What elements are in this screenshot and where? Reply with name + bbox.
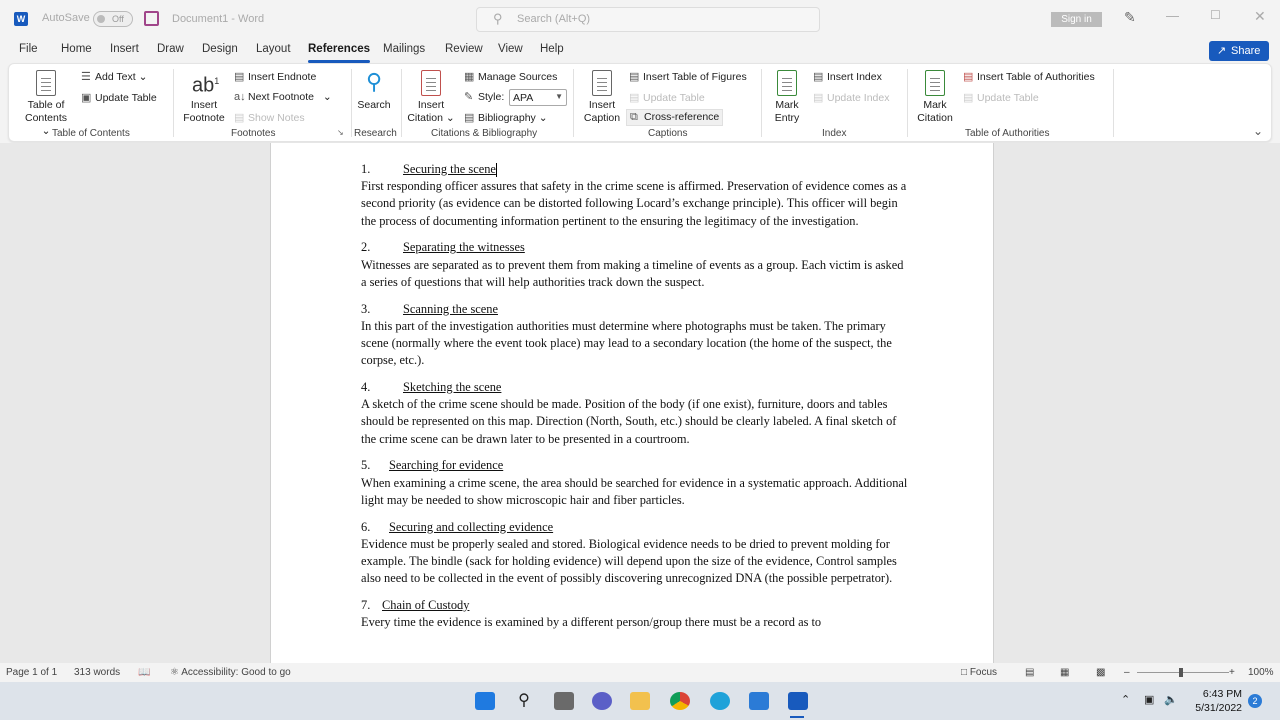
table-of-figures-icon: ▤ bbox=[629, 71, 640, 83]
group-label-toc: Table of Contents bbox=[52, 128, 130, 139]
mark-entry-label-2: Entry bbox=[774, 112, 800, 124]
update-figures-icon: ▤ bbox=[629, 92, 640, 104]
share-icon: ↗ bbox=[1217, 45, 1227, 57]
insert-toa-label: Insert Table of Authorities bbox=[977, 71, 1095, 83]
table-of-contents-button[interactable]: Table of Contents ⌄ bbox=[21, 70, 71, 138]
ribbon-tabs bbox=[0, 38, 1280, 62]
insert-index-icon: ▤ bbox=[813, 71, 824, 83]
add-text-label: Add Text bbox=[95, 71, 136, 83]
group-label-footnotes: Footnotes bbox=[231, 128, 276, 139]
item-number: 6. bbox=[361, 519, 371, 534]
insert-caption-button[interactable] bbox=[579, 70, 625, 125]
insert-caption-icon bbox=[592, 70, 612, 96]
tab-home[interactable]: Home bbox=[61, 43, 92, 55]
chevron-up-icon[interactable]: ⌃ bbox=[1121, 694, 1131, 706]
tab-review[interactable]: Review bbox=[445, 43, 483, 55]
caption-label-1: Insert bbox=[588, 99, 616, 111]
windows-taskbar bbox=[0, 682, 1280, 720]
tab-help[interactable]: Help bbox=[540, 43, 564, 55]
show-notes-button[interactable] bbox=[234, 111, 305, 124]
mark-citation-button[interactable] bbox=[913, 70, 957, 125]
insert-index-button[interactable] bbox=[813, 70, 882, 83]
toa-icon: ▤ bbox=[963, 71, 974, 83]
table-of-contents-icon bbox=[36, 70, 56, 96]
start-icon[interactable] bbox=[475, 692, 495, 710]
endnote-icon: ▤ bbox=[234, 71, 245, 83]
ribbon-references bbox=[8, 63, 1272, 142]
citation-style-value: APA bbox=[513, 92, 534, 104]
research-search-label: Search bbox=[357, 99, 391, 111]
next-footnote-label: Next Footnote bbox=[248, 91, 314, 103]
share-button[interactable] bbox=[1209, 41, 1269, 61]
item-number: 2. bbox=[361, 240, 371, 255]
focus-icon: □ bbox=[961, 667, 968, 678]
read-mode-icon[interactable]: ▤ bbox=[1025, 667, 1035, 678]
next-footnote-button[interactable]: a↓ Next Footnote ⌄ bbox=[234, 91, 332, 103]
update-table-label: Update Table bbox=[95, 92, 157, 104]
zoom-out-icon[interactable]: – bbox=[1124, 667, 1130, 678]
item-heading: Chain of Custody bbox=[382, 598, 470, 613]
item-body: A sketch of the crime scene should be made. Position of the body (if one exist), furniture, doors and tables should be represented on this map. Direction (North, South, etc.) should be clearly labeled. A final sketch of the crime scene can be drawn later to be presented in a courtroom. bbox=[361, 397, 897, 446]
insert-endnote-button[interactable] bbox=[234, 70, 316, 83]
item-number: 1. bbox=[361, 162, 371, 176]
sign-in-button[interactable]: Sign in bbox=[1051, 12, 1102, 27]
tab-draw[interactable]: Draw bbox=[157, 43, 184, 55]
update-figures-table-button[interactable] bbox=[629, 91, 705, 104]
item-heading: Searching for evidence bbox=[389, 458, 504, 473]
document-page[interactable] bbox=[270, 143, 994, 663]
footnote-label-2: Footnote bbox=[183, 112, 225, 124]
item-body: Witnesses are separated as to prevent them from making a timeline of events as a group. Each victim is asked a series of questions that will help authorities track down the suspect. bbox=[361, 257, 904, 289]
toc-label-2: Contents bbox=[24, 112, 68, 124]
store-icon[interactable] bbox=[749, 692, 769, 710]
update-toa-button[interactable] bbox=[963, 91, 1039, 104]
update-table-icon: ▣ bbox=[81, 92, 92, 104]
item-heading: Securing the scene bbox=[403, 162, 496, 176]
tab-layout[interactable]: Layout bbox=[256, 43, 291, 55]
manage-sources-icon: ▦ bbox=[464, 71, 475, 83]
item-number: 7. bbox=[361, 598, 371, 613]
task-view-icon[interactable] bbox=[554, 692, 574, 710]
update-toa-icon: ▤ bbox=[963, 92, 974, 104]
item-number: 4. bbox=[361, 380, 371, 395]
web-layout-icon[interactable]: ▩ bbox=[1096, 667, 1106, 678]
zoom-slider-handle[interactable] bbox=[1179, 668, 1183, 677]
show-notes-label: Show Notes bbox=[248, 112, 305, 124]
item-body: Evidence must be properly sealed and stored. Biological evidence needs to be dried to prevent molding for example. The bindle (sack for holding evidence) will depend upon the size of the evidence, Control samples also need to be collected in the event of possibly discovering unrecognized DNA (the possible perpetrator). bbox=[361, 536, 897, 586]
accessibility-status[interactable] bbox=[170, 667, 291, 678]
insert-index-label: Insert Index bbox=[827, 71, 882, 83]
tab-view[interactable]: View bbox=[498, 43, 523, 55]
edge-icon[interactable] bbox=[710, 692, 730, 710]
chevron-down-icon: ▼ bbox=[555, 92, 563, 101]
focus-button[interactable] bbox=[961, 667, 997, 678]
caption-label-2: Caption bbox=[583, 112, 621, 124]
search-placeholder: Search (Alt+Q) bbox=[517, 13, 591, 25]
tab-file[interactable]: File bbox=[19, 43, 38, 55]
bibliography-button[interactable]: ▤ Bibliography ⌄ bbox=[464, 112, 548, 124]
tab-insert[interactable]: Insert bbox=[110, 43, 139, 55]
time: 6:43 PM bbox=[1202, 688, 1242, 700]
group-label-research: Research bbox=[354, 128, 397, 139]
search-taskbar-icon[interactable]: ⚲ bbox=[518, 692, 530, 709]
autosave-label: AutoSave bbox=[42, 12, 90, 24]
item-body: In this part of the investigation authorities must determine where photographs must be taken. The primary scene (normally where the event took place) may lead to a secondary location (the home of the suspect, the corpse, etc.). bbox=[361, 318, 892, 368]
tab-design[interactable]: Design bbox=[202, 43, 238, 55]
separator bbox=[173, 69, 174, 137]
manage-sources-button[interactable] bbox=[464, 70, 557, 83]
list-item bbox=[361, 161, 909, 230]
insert-citation-icon bbox=[421, 70, 441, 96]
next-footnote-icon: a↓ bbox=[234, 91, 246, 103]
search-icon: ⚲ bbox=[493, 11, 503, 26]
tab-mailings[interactable]: Mailings bbox=[383, 43, 426, 55]
collapse-ribbon-icon[interactable]: ⌄ bbox=[1253, 124, 1264, 138]
search-icon: ⚲ bbox=[365, 69, 383, 94]
cross-reference-icon: ⧉ bbox=[630, 111, 638, 123]
add-text-icon: ☰ bbox=[81, 71, 91, 83]
active-app-indicator bbox=[790, 716, 804, 718]
separator bbox=[401, 69, 402, 137]
style-icon: ✎ bbox=[464, 91, 474, 103]
share-label: Share bbox=[1231, 45, 1261, 57]
title-bar bbox=[0, 0, 1280, 38]
minimize-icon[interactable]: — bbox=[1166, 8, 1179, 23]
footnotes-dialog-launcher-icon[interactable]: ↘ bbox=[337, 128, 344, 137]
maximize-icon[interactable]: ☐ bbox=[1210, 8, 1221, 22]
proofing-icon[interactable]: 📖 bbox=[138, 667, 151, 678]
item-heading: Scanning the scene bbox=[403, 301, 498, 316]
focus-label: Focus bbox=[969, 667, 998, 678]
separator bbox=[573, 69, 574, 137]
page-count[interactable]: Page 1 of 1 bbox=[6, 667, 58, 678]
word-taskbar-icon[interactable] bbox=[788, 692, 808, 710]
separator bbox=[761, 69, 762, 137]
search-research-button[interactable] bbox=[354, 70, 394, 112]
notification-badge[interactable]: 2 bbox=[1248, 694, 1262, 708]
save-icon[interactable] bbox=[144, 11, 159, 26]
cross-reference-label: Cross-reference bbox=[644, 111, 720, 123]
tab-references[interactable]: References bbox=[308, 43, 371, 55]
item-body: First responding officer assures that safety in the crime scene is affirmed. Preservation of evidence comes as a second priority (as evidence can be distorted following Locard’s exchange principle). This officer will begin the process of documenting information pertinent to the ensuring the legitimacy of the investigation. bbox=[361, 179, 907, 228]
print-layout-icon[interactable]: ▦ bbox=[1060, 667, 1070, 678]
file-explorer-icon[interactable] bbox=[630, 692, 650, 710]
document-canvas bbox=[0, 143, 1280, 663]
accessibility-icon: ⚛ bbox=[170, 667, 179, 678]
group-label-toa: Table of Authorities bbox=[965, 128, 1050, 139]
item-heading: Securing and collecting evidence bbox=[389, 519, 554, 534]
insert-footnote-button[interactable] bbox=[179, 70, 229, 125]
style-label: Style: bbox=[478, 91, 505, 103]
list-item bbox=[361, 597, 909, 631]
network-icon[interactable]: ▣ bbox=[1144, 694, 1155, 706]
item-body: When examining a crime scene, the area should be searched for evidence in a systematic approach. Additional light may be needed to show microscopic hair and fiber particles. bbox=[361, 475, 908, 507]
citation-style-select[interactable] bbox=[509, 89, 567, 106]
pen-icon[interactable]: ✎ bbox=[1124, 9, 1136, 25]
word-count[interactable]: 313 words bbox=[74, 667, 121, 678]
item-body: Every time the evidence is examined by a different person/group there must be a record as to bbox=[361, 615, 822, 630]
citation-label-2: Citation bbox=[407, 112, 443, 124]
mark-entry-button[interactable] bbox=[767, 70, 807, 125]
mark-citation-icon bbox=[925, 70, 945, 96]
insert-table-of-authorities-button[interactable] bbox=[963, 70, 1095, 83]
list-item bbox=[361, 379, 909, 448]
update-index-button[interactable] bbox=[813, 91, 889, 104]
word-logo-icon: W bbox=[14, 12, 28, 26]
insert-citation-button[interactable]: Insert Citation ⌄ bbox=[407, 70, 455, 125]
group-label-index: Index bbox=[822, 128, 847, 139]
insert-table-of-figures-button[interactable] bbox=[629, 70, 747, 83]
item-number: 3. bbox=[361, 301, 371, 316]
list-item bbox=[361, 519, 909, 588]
autosave-toggle[interactable]: Off bbox=[93, 11, 133, 27]
item-heading: Sketching the scene bbox=[403, 380, 502, 395]
bibliography-label: Bibliography bbox=[478, 112, 536, 124]
list-item bbox=[361, 301, 909, 370]
mark-citation-label-2: Citation bbox=[917, 112, 953, 124]
list-item bbox=[361, 457, 909, 509]
insert-tof-label: Insert Table of Figures bbox=[643, 71, 747, 83]
item-number: 5. bbox=[361, 458, 371, 473]
document-title: Document1 - Word bbox=[172, 13, 265, 25]
zoom-slider[interactable] bbox=[1137, 672, 1229, 673]
insert-endnote-label: Insert Endnote bbox=[248, 71, 317, 83]
document-body[interactable] bbox=[361, 161, 909, 641]
item-heading: Separating the witnesses bbox=[403, 240, 525, 255]
update-index-icon: ▤ bbox=[813, 92, 824, 104]
chat-icon[interactable] bbox=[592, 692, 612, 710]
accessibility-label: Accessibility: Good to go bbox=[181, 667, 291, 678]
manage-sources-label: Manage Sources bbox=[478, 71, 558, 83]
group-label-captions: Captions bbox=[648, 128, 688, 139]
bibliography-icon: ▤ bbox=[464, 112, 475, 124]
status-bar bbox=[0, 663, 1280, 682]
clock[interactable] bbox=[1186, 687, 1242, 715]
cross-reference-button[interactable] bbox=[626, 109, 723, 126]
footnote-icon: $ab^1$ bbox=[192, 74, 220, 97]
close-icon[interactable]: ✕ bbox=[1254, 8, 1266, 24]
search-box[interactable] bbox=[476, 7, 820, 32]
update-index-label: Update Index bbox=[827, 92, 890, 104]
mark-citation-label-1: Mark bbox=[923, 99, 947, 111]
zoom-level[interactable]: 100% bbox=[1248, 667, 1274, 678]
group-label-citations: Citations & Bibliography bbox=[431, 128, 538, 139]
zoom-in-icon[interactable]: + bbox=[1229, 667, 1235, 678]
show-notes-icon: ▤ bbox=[234, 112, 245, 124]
update-toa-label: Update Table bbox=[977, 92, 1039, 104]
date: 5/31/2022 bbox=[1195, 702, 1242, 714]
mark-entry-icon bbox=[777, 70, 797, 96]
volume-icon[interactable]: 🔈 bbox=[1164, 694, 1178, 706]
separator bbox=[1113, 69, 1114, 137]
update-toc-button[interactable] bbox=[81, 91, 157, 104]
list-item bbox=[361, 239, 909, 291]
chrome-icon[interactable] bbox=[670, 692, 690, 710]
toc-label-1: Table of bbox=[27, 99, 65, 111]
separator bbox=[907, 69, 908, 137]
update-figures-label: Update Table bbox=[643, 92, 705, 104]
footnote-ab-glyph: ab bbox=[192, 74, 215, 97]
add-text-button[interactable]: ☰ Add Text ⌄ bbox=[81, 71, 148, 83]
separator bbox=[351, 69, 352, 137]
mark-entry-label-1: Mark bbox=[775, 99, 799, 111]
style-label-row bbox=[464, 90, 504, 103]
footnote-label-1: Insert bbox=[190, 99, 218, 111]
citation-label-1: Insert bbox=[417, 99, 445, 111]
